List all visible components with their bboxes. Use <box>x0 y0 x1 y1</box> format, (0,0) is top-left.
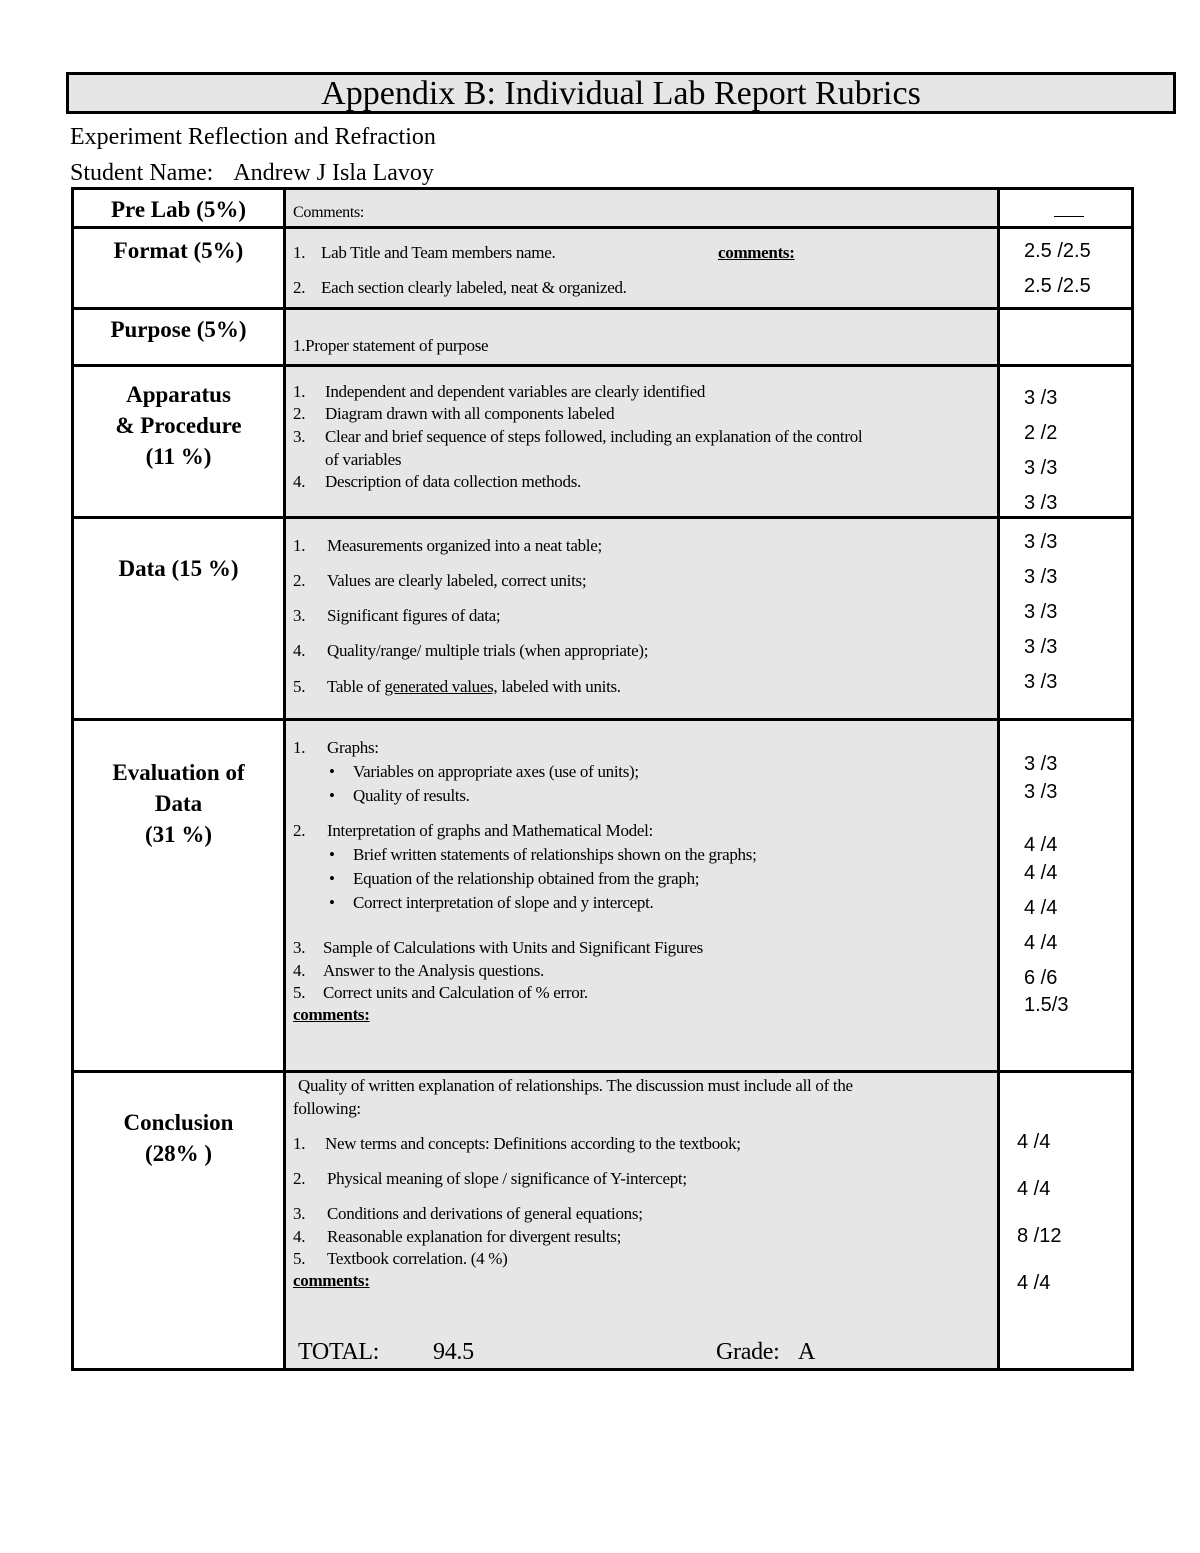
category-format: Format (5%) <box>113 238 244 263</box>
list-item: 5. Textbook correlation. (4 %) <box>293 1249 508 1268</box>
table-row <box>73 720 1133 1072</box>
score-value: 2.5 /2.5 <box>1024 240 1091 262</box>
list-item: of variables <box>325 450 402 469</box>
score-cell <box>999 366 1133 518</box>
score-cell <box>999 720 1133 1072</box>
list-item: 1. Graphs: <box>293 738 379 757</box>
score-value: 3 /3 <box>1024 601 1058 623</box>
list-item: 1. New terms and concepts: Definitions according to the textbook; <box>293 1134 741 1153</box>
score-cell <box>999 228 1133 309</box>
prelab-comments: Comments: <box>293 204 365 221</box>
criteria-cell <box>285 720 999 1072</box>
score-value: 4 /4 <box>1024 932 1058 954</box>
bullet-item: • Variables on appropriate axes (use of units); <box>329 762 639 781</box>
bullet-item: • Brief written statements of relationships shown on the graphs; <box>329 845 757 864</box>
score-value: 3 /3 <box>1024 781 1058 803</box>
list-item: 3. Sample of Calculations with Units and Significant Figures <box>293 938 703 957</box>
score-value: 3 /3 <box>1024 671 1058 693</box>
category-apparatus-line: (11 %) <box>145 444 212 469</box>
score-value: 3 /3 <box>1024 753 1058 775</box>
page-title: Appendix B: Individual Lab Report Rubrics <box>66 72 1176 114</box>
student-name-label: Student Name: <box>70 160 214 186</box>
score-cell <box>999 518 1133 720</box>
score-value: 4 /4 <box>1024 834 1058 856</box>
comments-label: comments: <box>293 1005 370 1024</box>
list-item: 3. Significant figures of data; <box>293 606 501 625</box>
score-value: 4 /4 <box>1017 1178 1051 1200</box>
grade-value: A <box>798 1339 816 1365</box>
score-value: 3 /3 <box>1024 636 1058 658</box>
category-evaluation-line: Evaluation of <box>112 760 245 785</box>
category-purpose: Purpose (5%) <box>110 317 247 342</box>
criteria-cell <box>285 189 999 228</box>
category-evaluation-line: Data <box>154 791 203 816</box>
comments-label: comments: <box>293 1271 370 1290</box>
score-value: 6 /6 <box>1024 967 1058 989</box>
score-value: 4 /4 <box>1024 862 1058 884</box>
score-value: 4 /4 <box>1017 1131 1051 1153</box>
rubric-table <box>71 187 1134 1371</box>
score-value: 1.5/3 <box>1024 994 1069 1016</box>
score-value: 3 /3 <box>1024 531 1058 553</box>
category-cell <box>73 1072 285 1370</box>
purpose-text: 1.Proper statement of purpose <box>293 336 489 355</box>
category-cell <box>73 366 285 518</box>
list-item: 5. Correct units and Calculation of % error. <box>293 983 588 1002</box>
category-cell <box>73 309 285 366</box>
category-cell <box>73 518 285 720</box>
student-name: Andrew J Isla Lavoy <box>233 160 434 186</box>
total-label: TOTAL: <box>298 1339 380 1365</box>
category-apparatus-line: & Procedure <box>115 413 242 438</box>
student-line <box>70 160 434 187</box>
criteria-cell <box>285 366 999 518</box>
score-value: 3 /3 <box>1024 566 1058 588</box>
list-item: 2. Diagram drawn with all components labeled <box>293 404 615 423</box>
category-cell <box>73 189 285 228</box>
list-item: 3. Conditions and derivations of general equations; <box>293 1204 643 1223</box>
list-item: 3. Clear and brief sequence of steps followed, including an explanation of the control <box>293 427 863 446</box>
experiment-label: Experiment Reflection and Refraction <box>70 124 436 150</box>
table-row <box>73 1072 1133 1370</box>
list-item: 2. Interpretation of graphs and Mathematical Model: <box>293 821 653 840</box>
conclusion-intro: following: <box>293 1099 361 1118</box>
list-item: 4. Quality/range/ multiple trials (when appropriate); <box>293 641 649 660</box>
table-row <box>73 228 1133 309</box>
bullet-item: • Correct interpretation of slope and y intercept. <box>329 893 654 912</box>
criteria-cell <box>285 228 999 309</box>
score-value: 3 /3 <box>1024 387 1058 409</box>
category-conclusion-line: Conclusion <box>123 1110 234 1135</box>
score-value: 3 /3 <box>1024 492 1058 514</box>
category-cell <box>73 720 285 1072</box>
comments-label: comments: <box>718 243 795 262</box>
list-item: 2. Each section clearly labeled, neat & organized. <box>293 278 627 297</box>
table-row <box>73 309 1133 366</box>
score-cell <box>999 309 1133 366</box>
score-cell <box>999 189 1133 228</box>
score-value: 4 /4 <box>1024 897 1058 919</box>
conclusion-intro: Quality of written explanation of relationships. The discussion must include all of the <box>298 1076 853 1095</box>
category-apparatus-line: Apparatus <box>126 382 231 407</box>
list-item: 4. Description of data collection methods. <box>293 472 581 491</box>
score-value: 2.5 /2.5 <box>1024 275 1091 297</box>
list-item: 1. Independent and dependent variables are clearly identified <box>293 382 706 401</box>
list-item: 5. Table of generated values, labeled with units. <box>293 677 621 696</box>
grade-label: Grade: <box>716 1339 780 1365</box>
category-prelab: Pre Lab (5%) <box>110 197 246 222</box>
score-value: 2 /2 <box>1024 422 1058 444</box>
list-item: 1. Measurements organized into a neat table; <box>293 536 602 555</box>
bullet-item: • Quality of results. <box>329 786 470 805</box>
category-cell <box>73 228 285 309</box>
criteria-cell <box>285 518 999 720</box>
bullet-item: • Equation of the relationship obtained from the graph; <box>329 869 700 888</box>
score-value: 3 /3 <box>1024 457 1058 479</box>
criteria-cell <box>285 309 999 366</box>
score-value: 4 /4 <box>1017 1272 1051 1294</box>
category-conclusion-line: (28% ) <box>144 1141 213 1166</box>
list-item: 1. Lab Title and Team members name. <box>293 243 556 262</box>
table-row <box>73 518 1133 720</box>
criteria-cell <box>285 1072 999 1370</box>
table-row <box>73 366 1133 518</box>
blank-score-line <box>1054 216 1084 217</box>
list-item: 2. Values are clearly labeled, correct units; <box>293 571 587 590</box>
total-value: 94.5 <box>433 1339 474 1365</box>
score-cell <box>999 1072 1133 1370</box>
table-row <box>73 189 1133 228</box>
list-item: 2. Physical meaning of slope / significance of Y-intercept; <box>293 1169 687 1188</box>
list-item: 4. Reasonable explanation for divergent results; <box>293 1227 621 1246</box>
list-item: 4. Answer to the Analysis questions. <box>293 961 545 980</box>
category-evaluation-line: (31 %) <box>144 822 213 847</box>
score-value: 8 /12 <box>1017 1225 1062 1247</box>
category-data: Data (15 %) <box>118 556 239 581</box>
